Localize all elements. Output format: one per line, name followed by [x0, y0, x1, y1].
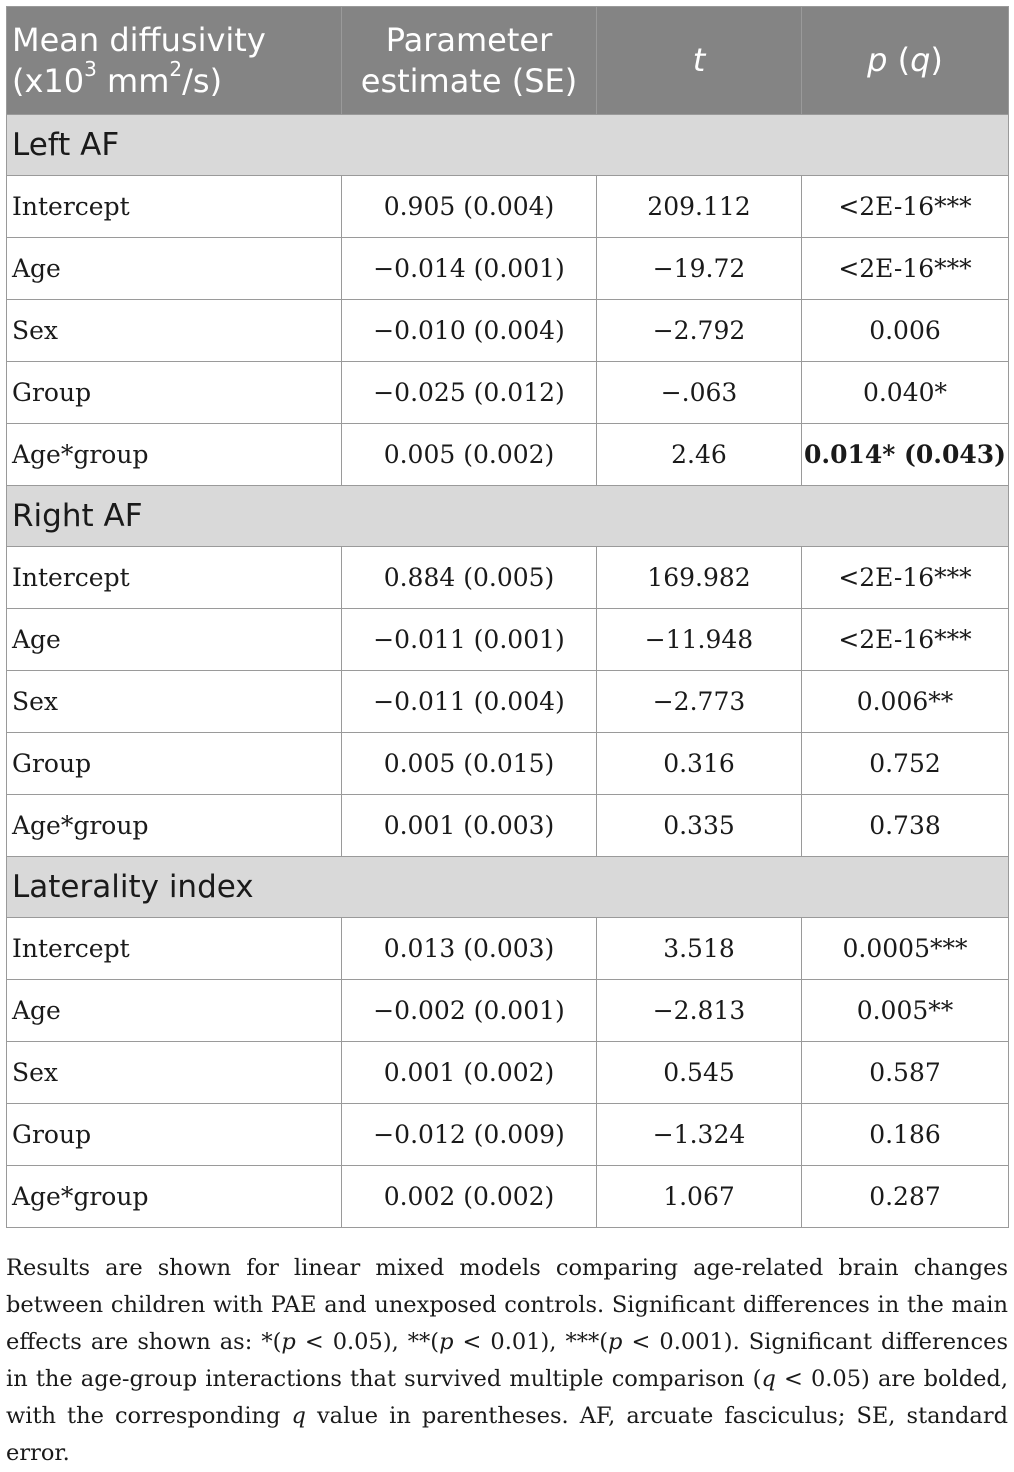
cell-p: 0.006 [802, 300, 1009, 362]
cell-estimate: 0.001 (0.002) [342, 1042, 597, 1104]
cell-estimate: −0.011 (0.004) [342, 671, 597, 733]
cell-t: 2.46 [597, 424, 802, 486]
cell-t: 169.982 [597, 547, 802, 609]
section-title: Left AF [7, 115, 1009, 176]
cell-t: 1.067 [597, 1166, 802, 1228]
cell-p: 0.005** [802, 980, 1009, 1042]
cell-estimate: 0.905 (0.004) [342, 176, 597, 238]
cell-estimate: 0.005 (0.015) [342, 733, 597, 795]
cell-term: Sex [7, 671, 342, 733]
cell-estimate: −0.025 (0.012) [342, 362, 597, 424]
cell-term: Sex [7, 300, 342, 362]
cell-term: Intercept [7, 547, 342, 609]
cell-term: Age [7, 609, 342, 671]
cell-t: 0.545 [597, 1042, 802, 1104]
cell-term: Age*group [7, 424, 342, 486]
cell-p: 0.738 [802, 795, 1009, 857]
cell-p: 0.014* (0.043) [802, 424, 1009, 486]
cell-estimate: −0.014 (0.001) [342, 238, 597, 300]
table-row [7, 671, 1009, 733]
cell-term: Age [7, 238, 342, 300]
cell-p: <2E-16*** [802, 609, 1009, 671]
header-parameter-estimate: Parameter estimate (SE) [342, 7, 597, 115]
table-row [7, 176, 1009, 238]
section-header-row [7, 857, 1009, 918]
table-row [7, 980, 1009, 1042]
header-p-q: p (q) [802, 7, 1009, 115]
header-t: t [597, 7, 802, 115]
cell-estimate: −0.011 (0.001) [342, 609, 597, 671]
cell-p: <2E-16*** [802, 238, 1009, 300]
cell-t: −11.948 [597, 609, 802, 671]
cell-term: Group [7, 362, 342, 424]
table-row [7, 300, 1009, 362]
cell-t: 0.335 [597, 795, 802, 857]
cell-t: −2.792 [597, 300, 802, 362]
cell-p: 0.287 [802, 1166, 1009, 1228]
cell-p: 0.006** [802, 671, 1009, 733]
cell-term: Sex [7, 1042, 342, 1104]
table-row [7, 609, 1009, 671]
cell-t: −19.72 [597, 238, 802, 300]
cell-p: <2E-16*** [802, 176, 1009, 238]
table-body [7, 115, 1009, 1228]
table-row [7, 918, 1009, 980]
section-header-row [7, 115, 1009, 176]
cell-term: Intercept [7, 918, 342, 980]
cell-p: 0.040* [802, 362, 1009, 424]
cell-estimate: 0.002 (0.002) [342, 1166, 597, 1228]
cell-estimate: −0.012 (0.009) [342, 1104, 597, 1166]
cell-p: 0.587 [802, 1042, 1009, 1104]
cell-t: −2.773 [597, 671, 802, 733]
table-row [7, 795, 1009, 857]
cell-term: Group [7, 1104, 342, 1166]
cell-estimate: −0.010 (0.004) [342, 300, 597, 362]
cell-p: 0.0005*** [802, 918, 1009, 980]
table-row [7, 424, 1009, 486]
table-row [7, 1166, 1009, 1228]
header-row [7, 7, 1009, 115]
cell-t: 0.316 [597, 733, 802, 795]
table-row [7, 1104, 1009, 1166]
cell-term: Group [7, 733, 342, 795]
section-header-row [7, 486, 1009, 547]
cell-estimate: 0.001 (0.003) [342, 795, 597, 857]
cell-t: 209.112 [597, 176, 802, 238]
cell-p: <2E-16*** [802, 547, 1009, 609]
cell-t: −.063 [597, 362, 802, 424]
header-mean-diffusivity: Mean diffusivity ($x10^3$ $mm^2/s$) [7, 7, 342, 115]
cell-term: Age [7, 980, 342, 1042]
cell-term: Age*group [7, 1166, 342, 1228]
cell-estimate: 0.005 (0.002) [342, 424, 597, 486]
cell-term: Age*group [7, 795, 342, 857]
cell-estimate: 0.013 (0.003) [342, 918, 597, 980]
cell-estimate: 0.884 (0.005) [342, 547, 597, 609]
table-row [7, 733, 1009, 795]
table-footnote: Results are shown for linear mixed models comparing age-related brain changes between children with PAE and unexposed controls. Significant differences in the main effects are shown as: *(p < 0.05), **(p < 0.01), ***(p < 0.001). Significant differences in the age-group interactions that survived multiple comparison (q < 0.05) are bolded, with the corresponding q value in parentheses. AF, arcuate fasciculus; SE, standard error. [6, 1255, 1008, 1466]
cell-t: −1.324 [597, 1104, 802, 1166]
table-row [7, 1042, 1009, 1104]
table-row [7, 547, 1009, 609]
cell-term: Intercept [7, 176, 342, 238]
results-table [6, 6, 1009, 1228]
cell-estimate: −0.002 (0.001) [342, 980, 597, 1042]
section-title: Laterality index [7, 857, 1009, 918]
section-title: Right AF [7, 486, 1009, 547]
table-row [7, 362, 1009, 424]
table-row [7, 238, 1009, 300]
cell-t: 3.518 [597, 918, 802, 980]
cell-p: 0.752 [802, 733, 1009, 795]
cell-t: −2.813 [597, 980, 802, 1042]
cell-p: 0.186 [802, 1104, 1009, 1166]
